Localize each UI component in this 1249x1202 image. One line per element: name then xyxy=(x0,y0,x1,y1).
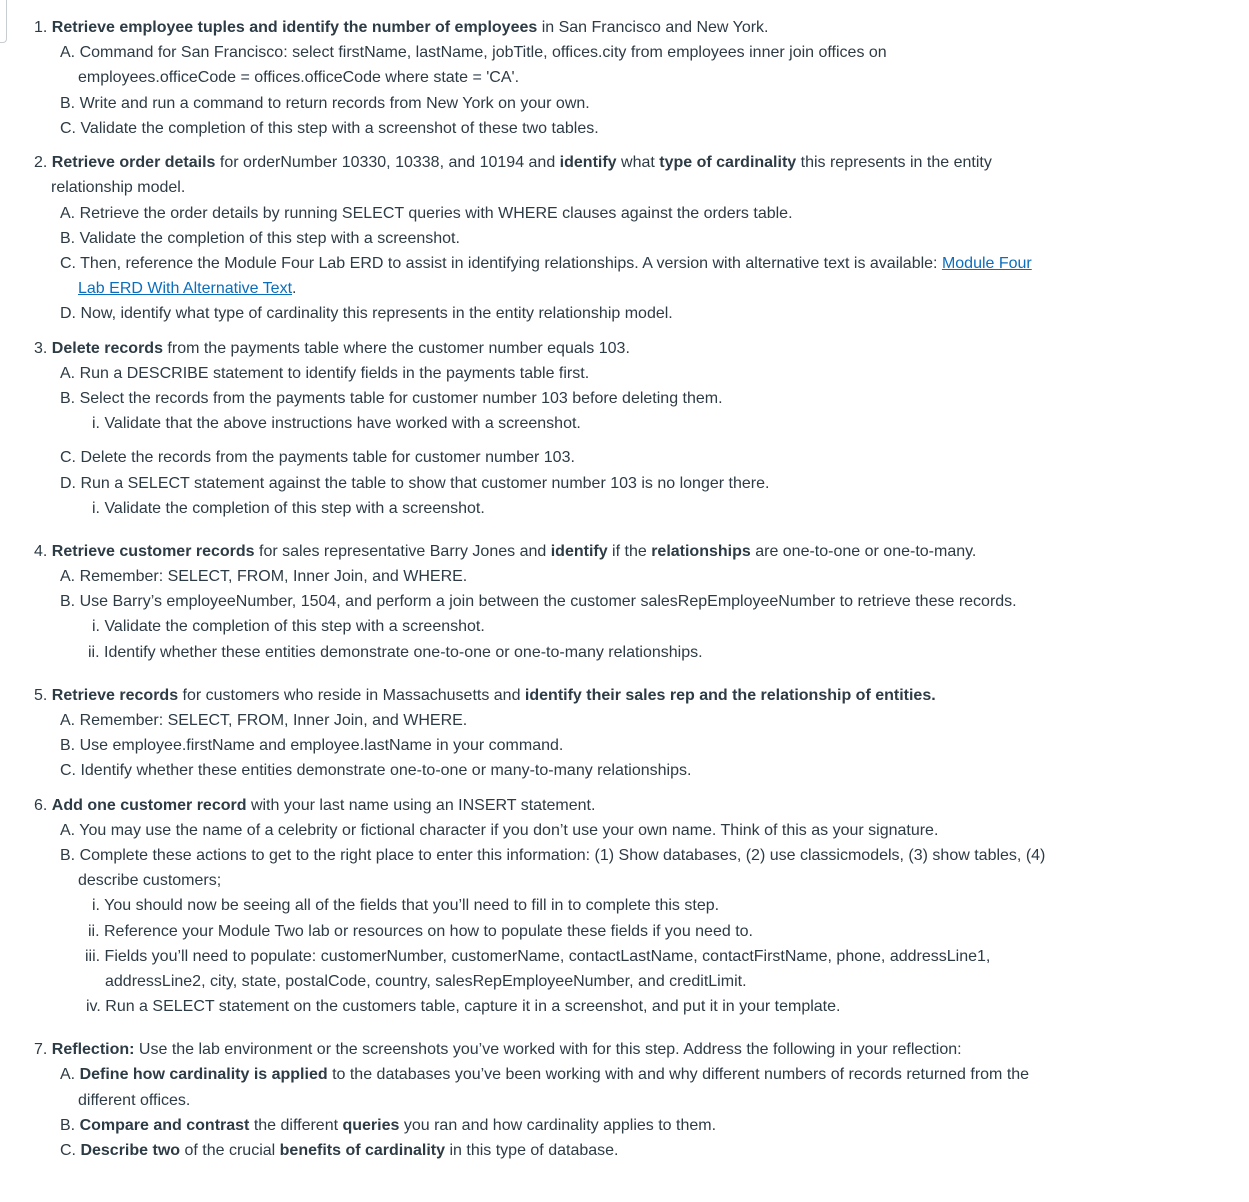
step-2-heading-cont: relationship model. xyxy=(51,179,186,196)
step-3-item-b-i: i. Validate that the above instructions have worked with a screenshot. xyxy=(92,415,581,432)
step-2-heading: 2. Retrieve order details for orderNumber 10330, 10338, and 10194 and identify what type of cardinality this represents in the entity xyxy=(34,154,992,171)
step-3-item-c: C. Delete the records from the payments table for customer number 103. xyxy=(60,449,575,466)
step-1-heading: 1. Retrieve employee tuples and identify the number of employees in San Francisco and New York. xyxy=(34,19,769,36)
step-6-item-b: B. Complete these actions to get to the right place to enter this information: (1) Show databases, (2) use classicmodels, (3) show tables, (4) xyxy=(60,847,1046,864)
step-6-item-a: A. You may use the name of a celebrity or fictional character if you don’t use your own name. Think of this as your signature. xyxy=(60,822,939,839)
step-1-item-b: B. Write and run a command to return records from New York on your own. xyxy=(60,95,590,112)
step-3-item-d: D. Run a SELECT statement against the table to show that customer number 103 is no longer there. xyxy=(60,475,770,492)
step-4-heading: 4. Retrieve customer records for sales representative Barry Jones and identify if the relationships are one-to-one or one-to-many. xyxy=(34,543,977,560)
step-6-item-b-cont: describe customers; xyxy=(78,872,222,889)
left-edge-marker xyxy=(0,0,7,43)
step-2-item-c-cont: Lab ERD With Alternative Text. xyxy=(78,280,297,297)
step-2-item-c: C. Then, reference the Module Four Lab ERD to assist in identifying relationships. A version with alternative text is available: Module Four xyxy=(60,255,1032,272)
step-5-item-b: B. Use employee.firstName and employee.lastName in your command. xyxy=(60,737,564,754)
step-3-heading: 3. Delete records from the payments table where the customer number equals 103. xyxy=(34,340,630,357)
step-6-item-b-i: i. You should now be seeing all of the fields that you’ll need to fill in to complete this step. xyxy=(92,897,720,914)
step-2-item-d: D. Now, identify what type of cardinality this represents in the entity relationship model. xyxy=(60,305,673,322)
step-5-item-c: C. Identify whether these entities demonstrate one-to-one or many-to-many relationships. xyxy=(60,762,692,779)
step-1-item-a: A. Command for San Francisco: select firstName, lastName, jobTitle, offices.city from employees inner join offices on xyxy=(60,44,887,61)
step-4-item-a: A. Remember: SELECT, FROM, Inner Join, and WHERE. xyxy=(60,568,468,585)
step-6-item-b-iii: iii. Fields you’ll need to populate: customerNumber, customerName, contactLastName, contactFirstName, phone, addressLine1, xyxy=(85,948,991,965)
step-1-item-a-cont: employees.officeCode = offices.officeCode where state = 'CA'. xyxy=(78,69,520,86)
step-2-item-a: A. Retrieve the order details by running SELECT queries with WHERE clauses against the orders table. xyxy=(60,205,793,222)
step-6-heading: 6. Add one customer record with your last name using an INSERT statement. xyxy=(34,797,596,814)
step-5-item-a: A. Remember: SELECT, FROM, Inner Join, and WHERE. xyxy=(60,712,468,729)
step-4-item-b: B. Use Barry’s employeeNumber, 1504, and perform a join between the customer salesRepEmployeeNumber to retrieve these records. xyxy=(60,593,1017,610)
step-6-item-b-iv: iv. Run a SELECT statement on the customers table, capture it in a screenshot, and put it in your template. xyxy=(86,998,841,1015)
step-3-item-d-i: i. Validate the completion of this step with a screenshot. xyxy=(92,500,485,517)
step-7-item-c: C. Describe two of the crucial benefits of cardinality in this type of database. xyxy=(60,1142,619,1159)
step-6-item-b-iii-cont: addressLine2, city, state, postalCode, country, salesRepEmployeeNumber, and creditLimit. xyxy=(105,973,747,990)
step-7-item-a: A. Define how cardinality is applied to the databases you’ve been working with and why different numbers of records returned from the xyxy=(60,1066,1030,1083)
step-3-item-a: A. Run a DESCRIBE statement to identify fields in the payments table first. xyxy=(60,365,590,382)
step-6-item-b-ii: ii. Reference your Module Two lab or resources on how to populate these fields if you need to. xyxy=(88,923,753,940)
step-1-item-c: C. Validate the completion of this step with a screenshot of these two tables. xyxy=(60,120,599,137)
step-7-item-a-cont: different offices. xyxy=(78,1092,191,1109)
step-3-item-b: B. Select the records from the payments table for customer number 103 before deleting them. xyxy=(60,390,723,407)
step-5-heading: 5. Retrieve records for customers who reside in Massachusetts and identify their sales rep and the relationship of entities. xyxy=(34,687,936,704)
module-four-erd-link[interactable]: Module Four xyxy=(941,255,1032,272)
step-4-item-b-ii: ii. Identify whether these entities demonstrate one-to-one or one-to-many relationships. xyxy=(88,644,703,661)
module-four-erd-link-cont[interactable]: Lab ERD With Alternative Text xyxy=(78,280,293,297)
step-2-item-b: B. Validate the completion of this step with a screenshot. xyxy=(60,230,460,247)
step-4-item-b-i: i. Validate the completion of this step with a screenshot. xyxy=(92,618,485,635)
step-7-heading: 7. Reflection: Use the lab environment or the screenshots you’ve worked with for this step. Address the following in your reflection: xyxy=(34,1041,962,1058)
step-7-item-b: B. Compare and contrast the different queries you ran and how cardinality applies to them. xyxy=(60,1117,717,1134)
